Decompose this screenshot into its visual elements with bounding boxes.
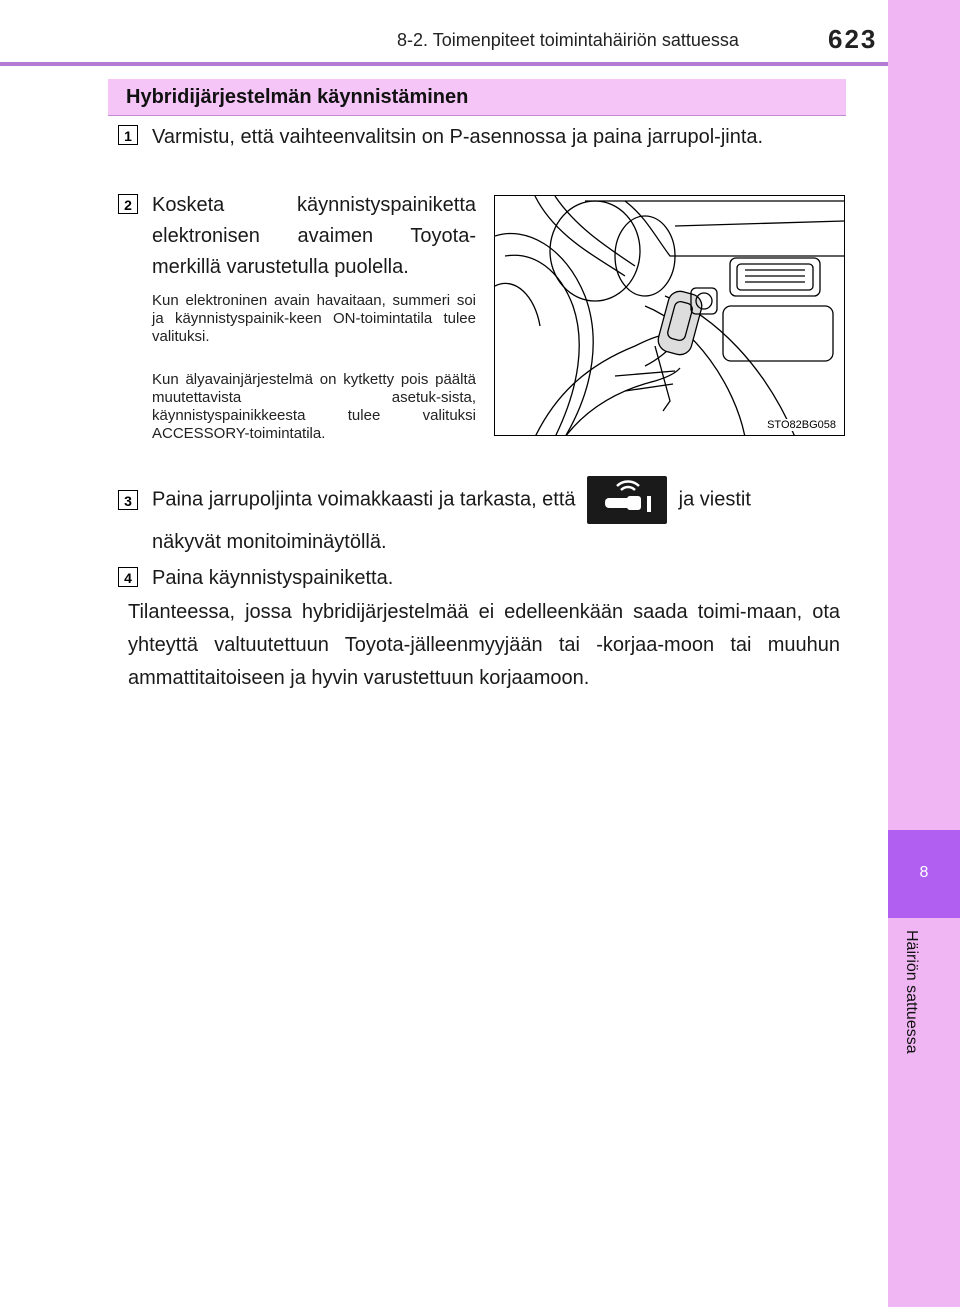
section-title-box [108, 79, 846, 116]
note-2: Kun älyavainjärjestelmä on kytketty pois päältä muutettavista asetuk-sista, käynnistyspainikkeesta tulee valituksi ACCESSORY-toimintatila. [152, 371, 476, 442]
step-number-1: 1 [118, 125, 138, 145]
chapter-number: 8 [919, 864, 929, 881]
closing-paragraph: Tilanteessa, jossa hybridijärjestelmää ei edelleenkään saada toimi-maan, ota yhteyttä valtuutettuun Toyota-jälleenmyyjään tai -korjaa-moon tai muuhun ammattitaitoiseen ja hyvin varustettuun korjaamoon. [128, 601, 840, 689]
step-number-2: 2 [118, 194, 138, 214]
figure-steering-wheel-key [494, 195, 845, 436]
chapter-label: Häiriön sattuessa [903, 930, 920, 1054]
step-number-3: 3 [118, 490, 138, 510]
header-rule [0, 62, 888, 66]
steering-wheel-key-icon [495, 196, 845, 436]
figure-code: STO82BG058 [767, 419, 836, 431]
step-3-text-before: Paina jarrupoljinta voimakkaasti ja tarkasta, että [152, 488, 576, 511]
section-title: Hybridijärjestelmän käynnistäminen [126, 86, 469, 108]
section-header: 8-2. Toimenpiteet toimintahäiriön sattuessa [397, 30, 739, 50]
step-3-text-after: ja viestit [678, 488, 751, 511]
page-number: 623 [828, 24, 878, 54]
step-4-text: Paina käynnistyspainiketta. [152, 567, 394, 589]
step-2-text: Kosketa käynnistyspainiketta elektronisen avaimen Toyota-merkillä varustetulla puolella. [152, 194, 476, 278]
smart-key-indicator-icon [587, 476, 667, 524]
chapter-block [888, 830, 960, 918]
note-1: Kun elektroninen avain havaitaan, summeri soi ja käynnistyspainik-keen ON-toimintatila tulee valituksi. [152, 292, 476, 345]
step-1-text: Varmistu, että vaihteenvalitsin on P-asennossa ja paina jarrupol-jinta. [152, 126, 764, 148]
side-tab [888, 0, 960, 1307]
step-3-row [152, 476, 842, 524]
step-3-text-line2: näkyvät monitoiminäytöllä. [152, 531, 387, 553]
step-number-4: 4 [118, 567, 138, 587]
